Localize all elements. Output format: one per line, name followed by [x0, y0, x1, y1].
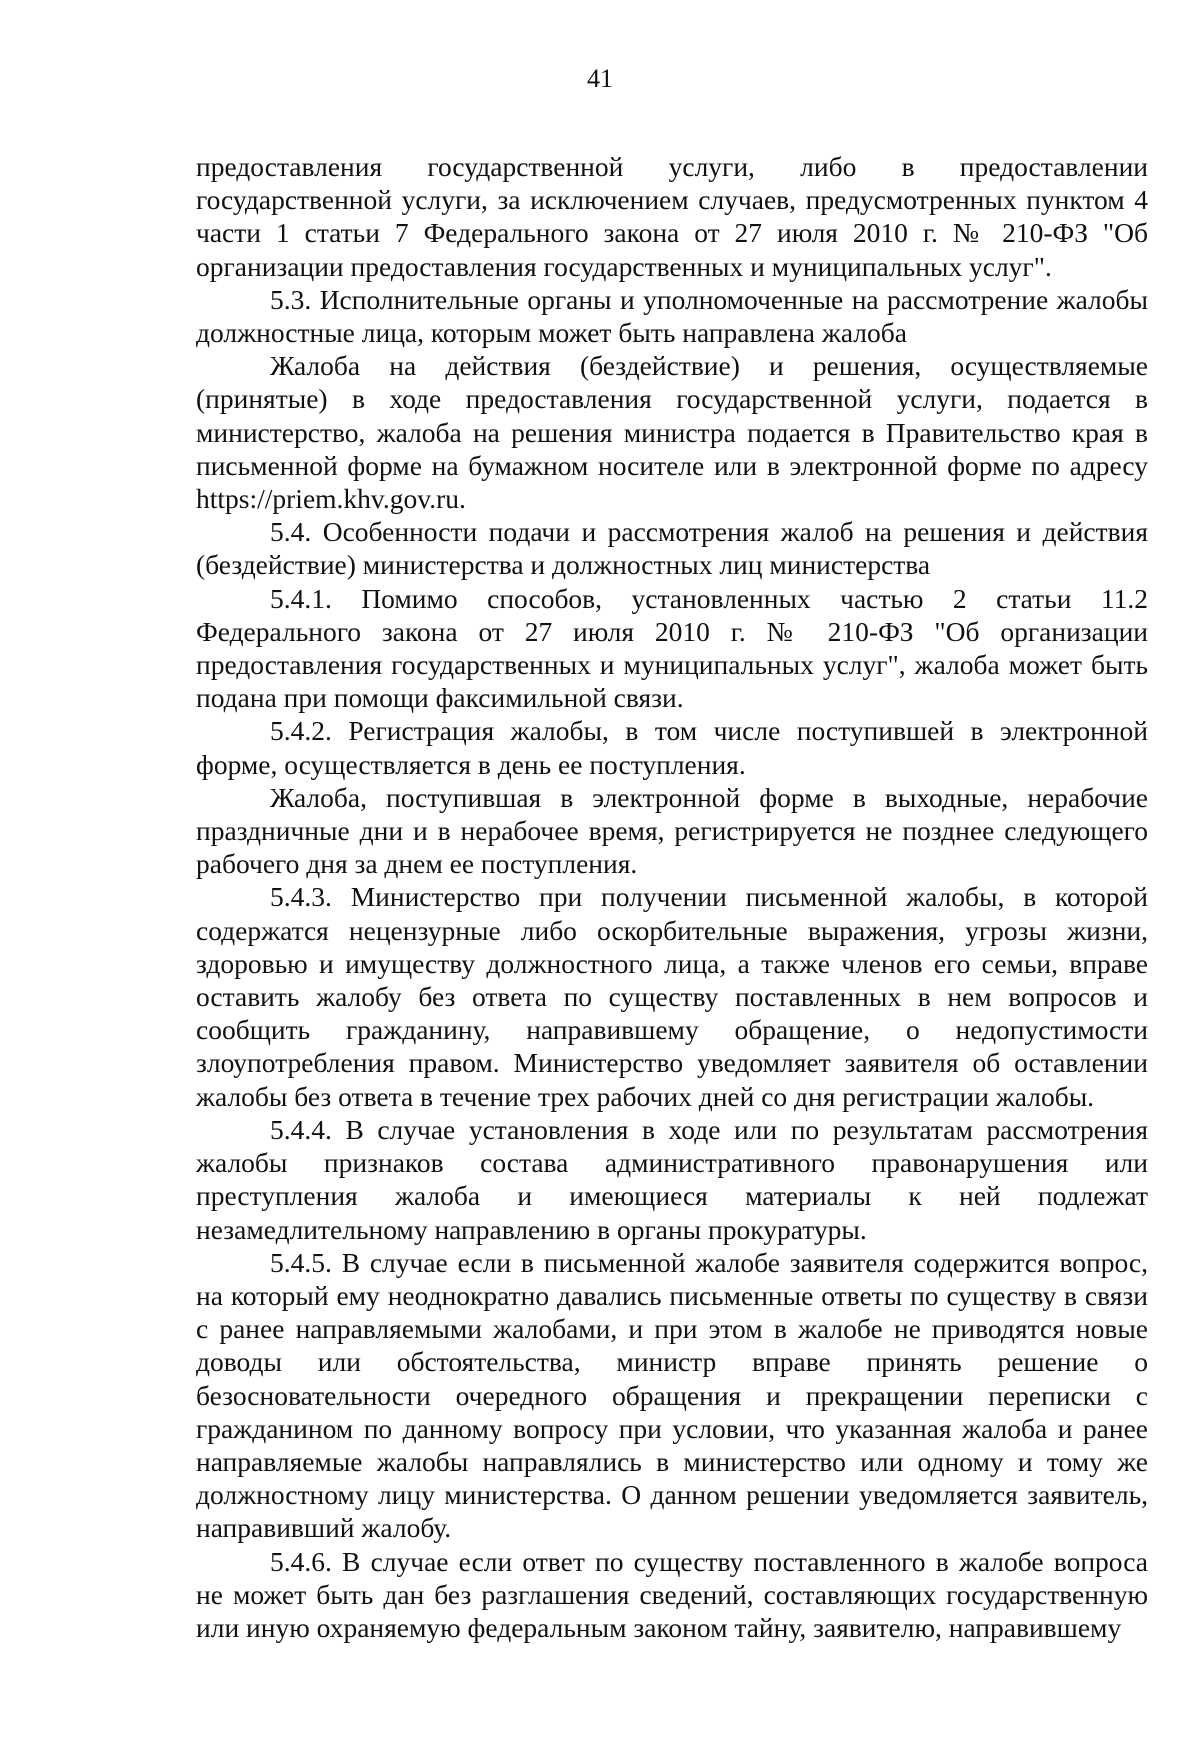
paragraph-5-4-heading: 5.4. Особенности подачи и рассмотрения жалоб на решения и действия (бездействие) министерства и должностных лиц министерства: [196, 516, 1148, 581]
paragraph-5-3-heading: 5.3. Исполнительные органы и уполномоченные на рассмотрение жалобы должностные лица, которым может быть направлена жалоба: [196, 283, 1148, 349]
paragraph-5-4-4: 5.4.4. В случае установления в ходе или по результатам рассмотрения жалобы признаков состава административного правонарушения или преступления жалоба и имеющиеся материалы к ней подлежат незамедлительному направлению в органы прокуратуры.: [196, 1113, 1148, 1245]
paragraph-5-4-6: 5.4.6. В случае если ответ по существу поставленного в жалобе вопроса не может быть дан без разглашения сведений, составляющих государственную или иную охраняемую федеральным законом тайну, заявителю, направившему: [196, 1545, 1148, 1643]
paragraph-complaint-submission: Жалоба на действия (бездействие) и решения, осуществляемые (принятые) в ходе предоставления государственной услуги, подается в министерство, жалоба на решения министра подается в Правительство края в письменной форме на бумажном носителе или в электронной форме по адресу https://priem.khv.gov.ru.: [196, 350, 1148, 515]
paragraph-5-4-3: 5.4.3. Министерство при получении письменной жалобы, в которой содержатся нецензурные либо оскорбительные выражения, угрозы жизни, здоровью и имуществу должностного лица, а также членов его семьи, вправе оставить жалобу без ответа по существу поставленных в нем вопросов и сообщить гражданину, направившему обращение, о недопустимости злоупотребления правом. Министерство уведомляет заявителя об оставлении жалобы без ответа в течение трех рабочих дней со дня регистрации жалобы.: [196, 881, 1148, 1112]
paragraph-continuation: предоставления государственной услуги, либо в предоставлении государственной услуги, за исключением случаев, предусмотренных пунктом 4 части 1 статьи 7 Федерального закона от 27 июля 2010 г. № 210-ФЗ "Об организации предоставления государственных и муниципальных услуг".: [196, 151, 1148, 282]
paragraph-5-4-1: 5.4.1. Помимо способов, установленных частью 2 статьи 11.2 Федерального закона от 27 июля 2010 г. № 210-ФЗ "Об организации предоставления государственных и муниципальных услуг", жалоба может быть подана при помощи факсимильной связи.: [196, 582, 1148, 714]
paragraph-5-4-2: 5.4.2. Регистрация жалобы, в том числе поступившей в электронной форме, осуществляется в день ее поступления.: [196, 715, 1148, 780]
document-body: [196, 150, 1148, 1644]
paragraph-electronic-complaint: Жалоба, поступившая в электронной форме в выходные, нерабочие праздничные дни и в нерабочее время, регистрируется не позднее следующего рабочего дня за днем ее поступления.: [196, 781, 1148, 880]
page-number: 41: [587, 64, 613, 93]
paragraph-5-4-5: 5.4.5. В случае если в письменной жалобе заявителя содержится вопрос, на который ему неоднократно давались письменные ответы по существу в связи с ранее направляемыми жалобами, и при этом в жалобе не приводятся новые доводы или обстоятельства, министр вправе принять решение о безосновательности очередного обращения и прекращении переписки с гражданином по данному вопросу при условии, что указанная жалоба и ранее направляемые жалобы направлялись в министерство или одному и тому же должностному лицу министерства. О данном решении уведомляется заявитель, направивший жалобу.: [196, 1246, 1148, 1544]
